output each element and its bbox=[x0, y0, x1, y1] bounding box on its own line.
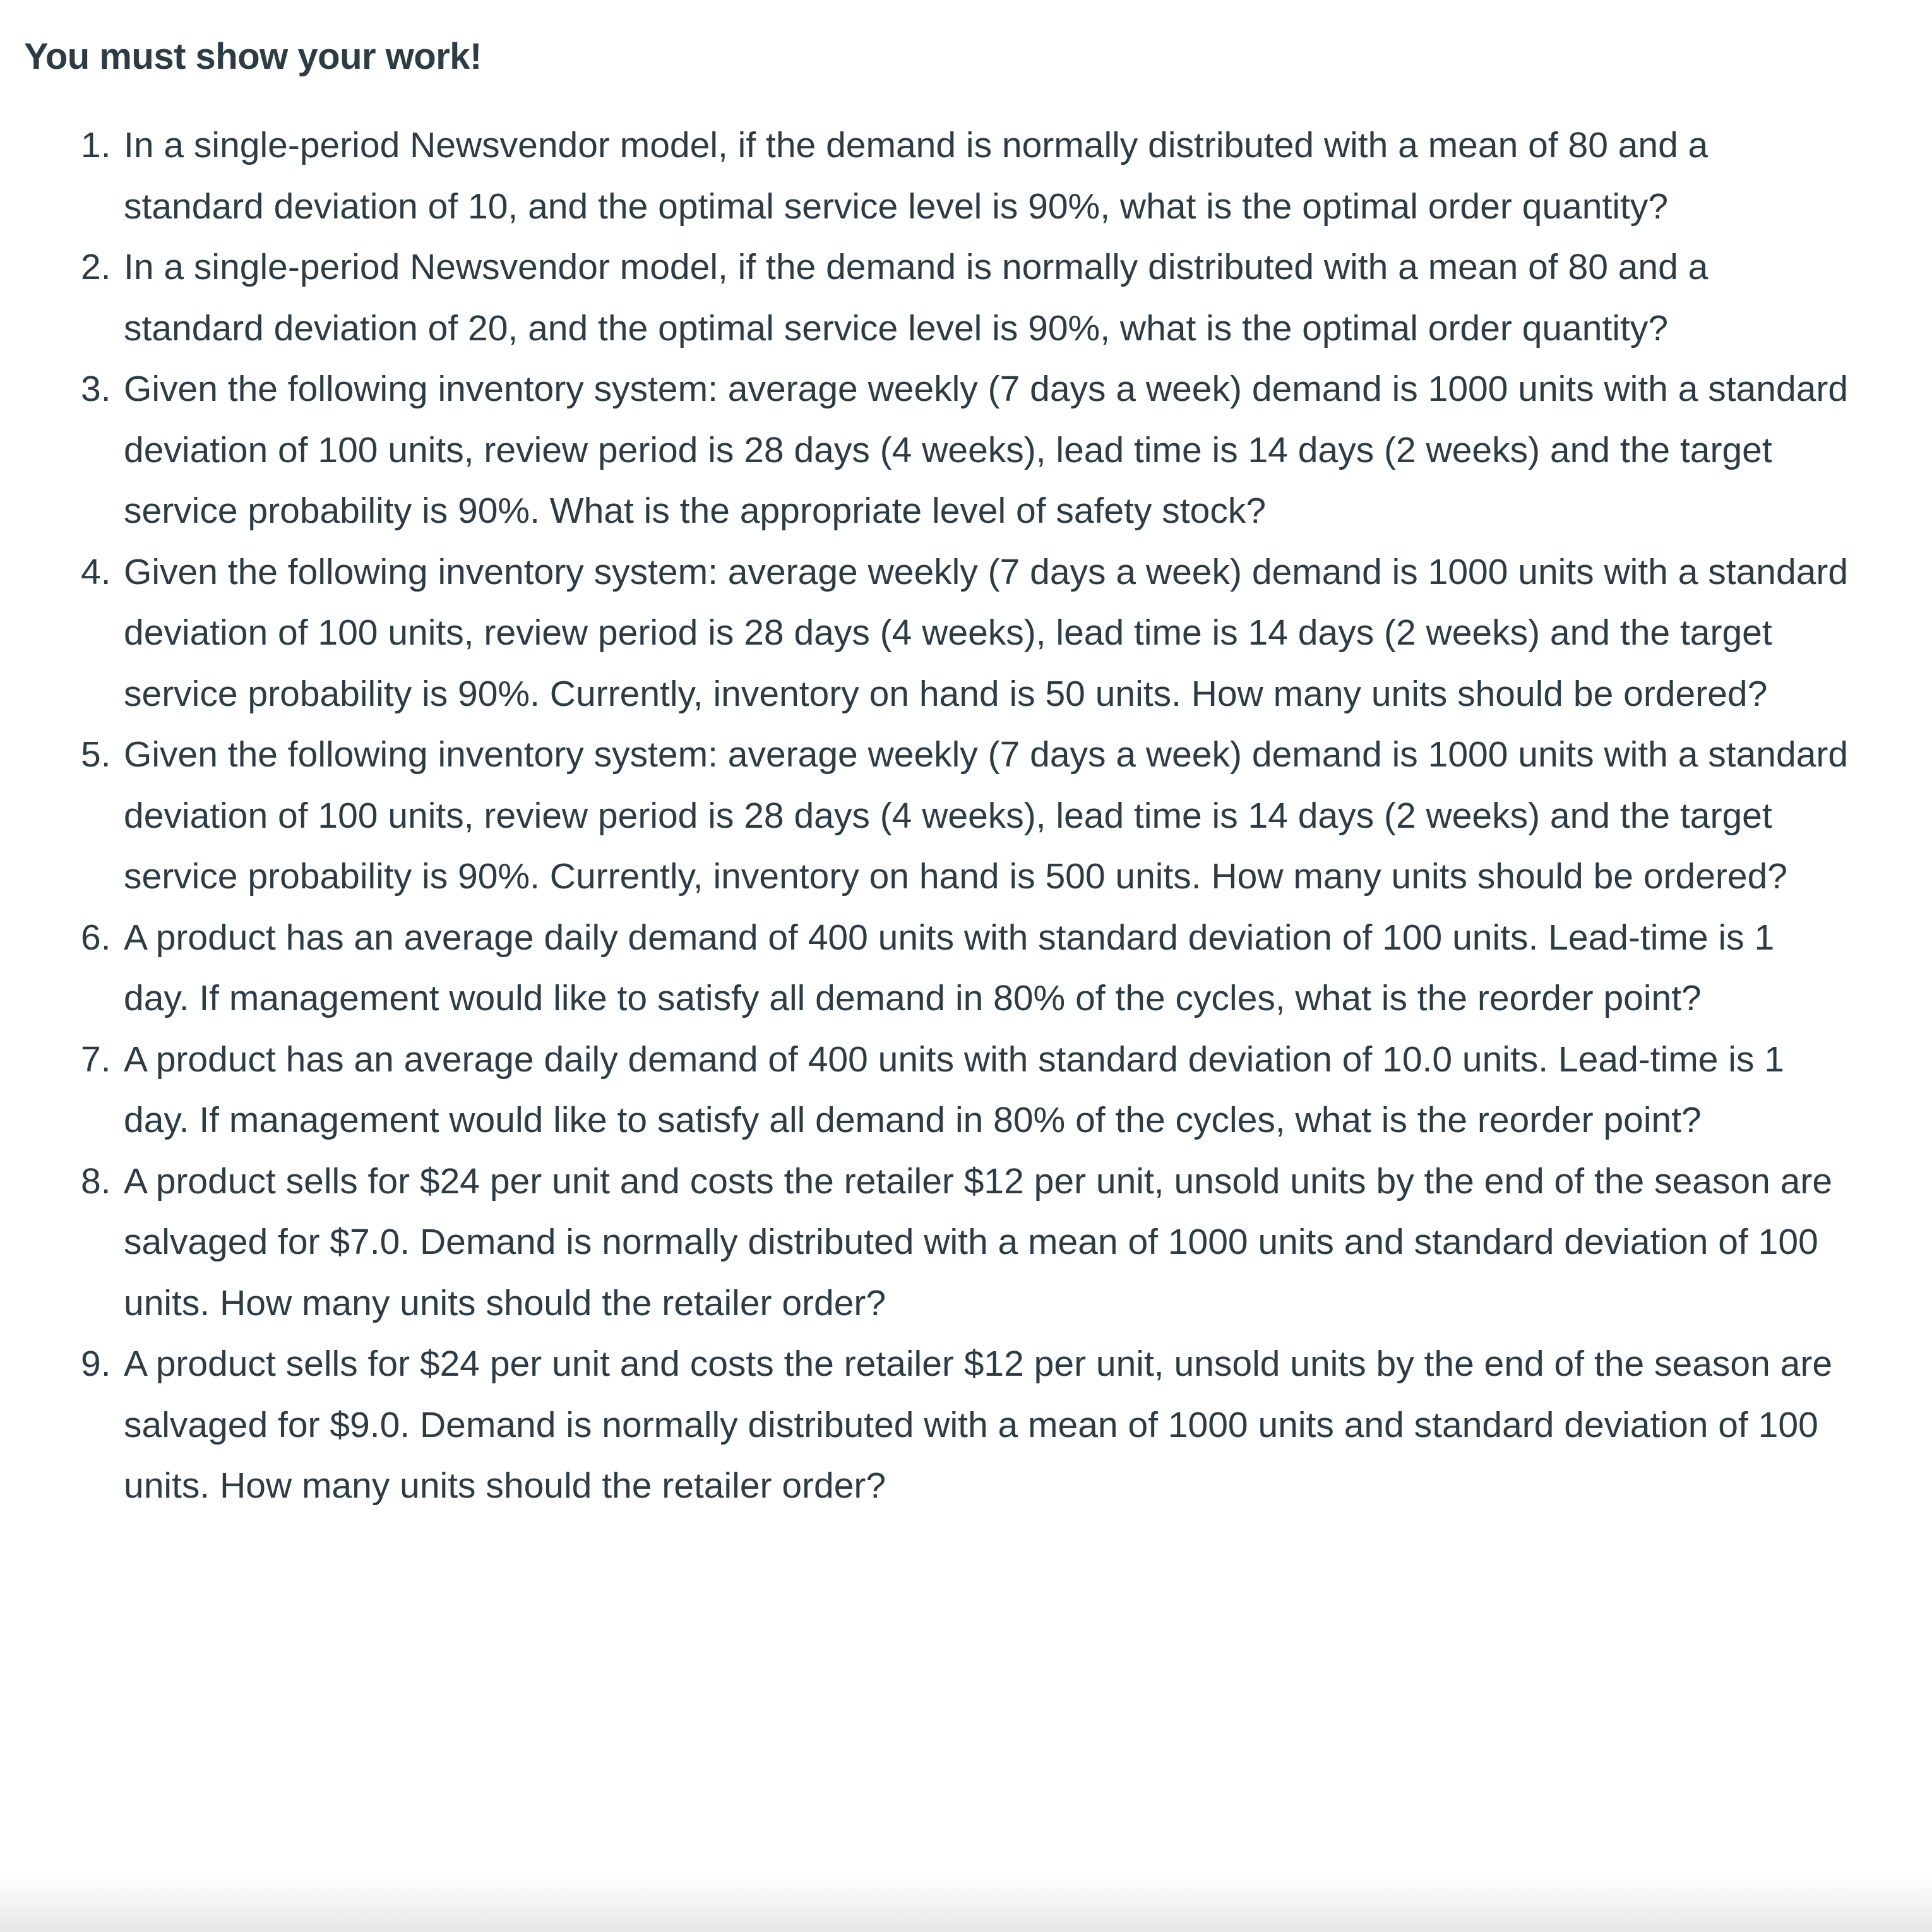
question-text: Given the following inventory system: average weekly (7 days a week) demand is 1000 units with a standard deviation of 100 units, review period is 28 days (4 weeks), lead time is 14 days (2 weeks) and the target service probability is 90%. What is the appropriate level of safety stock? bbox=[124, 369, 1849, 531]
question-item-1 bbox=[81, 115, 1849, 237]
question-number: 8. bbox=[81, 1160, 111, 1202]
question-item-8 bbox=[81, 1151, 1849, 1334]
question-number: 7. bbox=[81, 1039, 111, 1080]
question-text: A product has an average daily demand of 400 units with standard deviation of 100 units. Lead-time is 1 day. If management would like to satisfy all demand in 80% of the cycles, what is the reorder point? bbox=[124, 917, 1775, 1018]
question-text: Given the following inventory system: average weekly (7 days a week) demand is 1000 units with a standard deviation of 100 units, review period is 28 days (4 weeks), lead time is 14 days (2 weeks) and the target service probability is 90%. Currently, inventory on hand is 50 units. How many units should be ordered? bbox=[124, 551, 1849, 714]
question-item-5 bbox=[81, 724, 1849, 907]
question-text: Given the following inventory system: average weekly (7 days a week) demand is 1000 units with a standard deviation of 100 units, review period is 28 days (4 weeks), lead time is 14 days (2 weeks) and the target service probability is 90%. Currently, inventory on hand is 500 units. How many units should be ordered? bbox=[124, 734, 1849, 897]
question-text: A product sells for $24 per unit and costs the retailer $12 per unit, unsold units by the end of the season are salvaged for $9.0. Demand is normally distributed with a mean of 1000 units and standard deviation of 100 units. How many units should the retailer order? bbox=[124, 1344, 1833, 1506]
question-item-4 bbox=[81, 542, 1849, 725]
question-item-7 bbox=[81, 1029, 1849, 1151]
question-item-2 bbox=[81, 237, 1849, 359]
question-number: 5. bbox=[81, 734, 111, 775]
question-text: In a single-period Newsvendor model, if the demand is normally distributed with a mean of 80 and a standard deviation of 20, and the optimal service level is 90%, what is the optimal order quantity? bbox=[124, 247, 1708, 349]
question-number: 9. bbox=[81, 1344, 111, 1384]
question-item-6 bbox=[81, 907, 1849, 1029]
question-item-3 bbox=[81, 359, 1849, 542]
question-text: In a single-period Newsvendor model, if the demand is normally distributed with a mean of 80 and a standard deviation of 10, and the optimal service level is 90%, what is the optimal order quantity? bbox=[124, 125, 1708, 227]
question-text: A product has an average daily demand of 400 units with standard deviation of 10.0 units. Lead-time is 1 day. If management would like to satisfy all demand in 80% of the cycles, what is the reorder point? bbox=[124, 1039, 1784, 1140]
bottom-scroll-shadow bbox=[0, 1875, 1932, 1932]
question-number: 1. bbox=[81, 125, 111, 165]
question-list bbox=[81, 115, 1849, 1517]
question-number: 2. bbox=[81, 247, 111, 287]
question-number: 3. bbox=[81, 369, 111, 409]
page-heading: You must show your work! bbox=[24, 36, 482, 77]
question-text: A product sells for $24 per unit and costs the retailer $12 per unit, unsold units by the end of the season are salvaged for $7.0. Demand is normally distributed with a mean of 1000 units and standard deviation of 100 units. How many units should the retailer order? bbox=[124, 1160, 1833, 1323]
question-item-9 bbox=[81, 1333, 1849, 1517]
question-number: 6. bbox=[81, 917, 111, 958]
question-number: 4. bbox=[81, 551, 111, 592]
